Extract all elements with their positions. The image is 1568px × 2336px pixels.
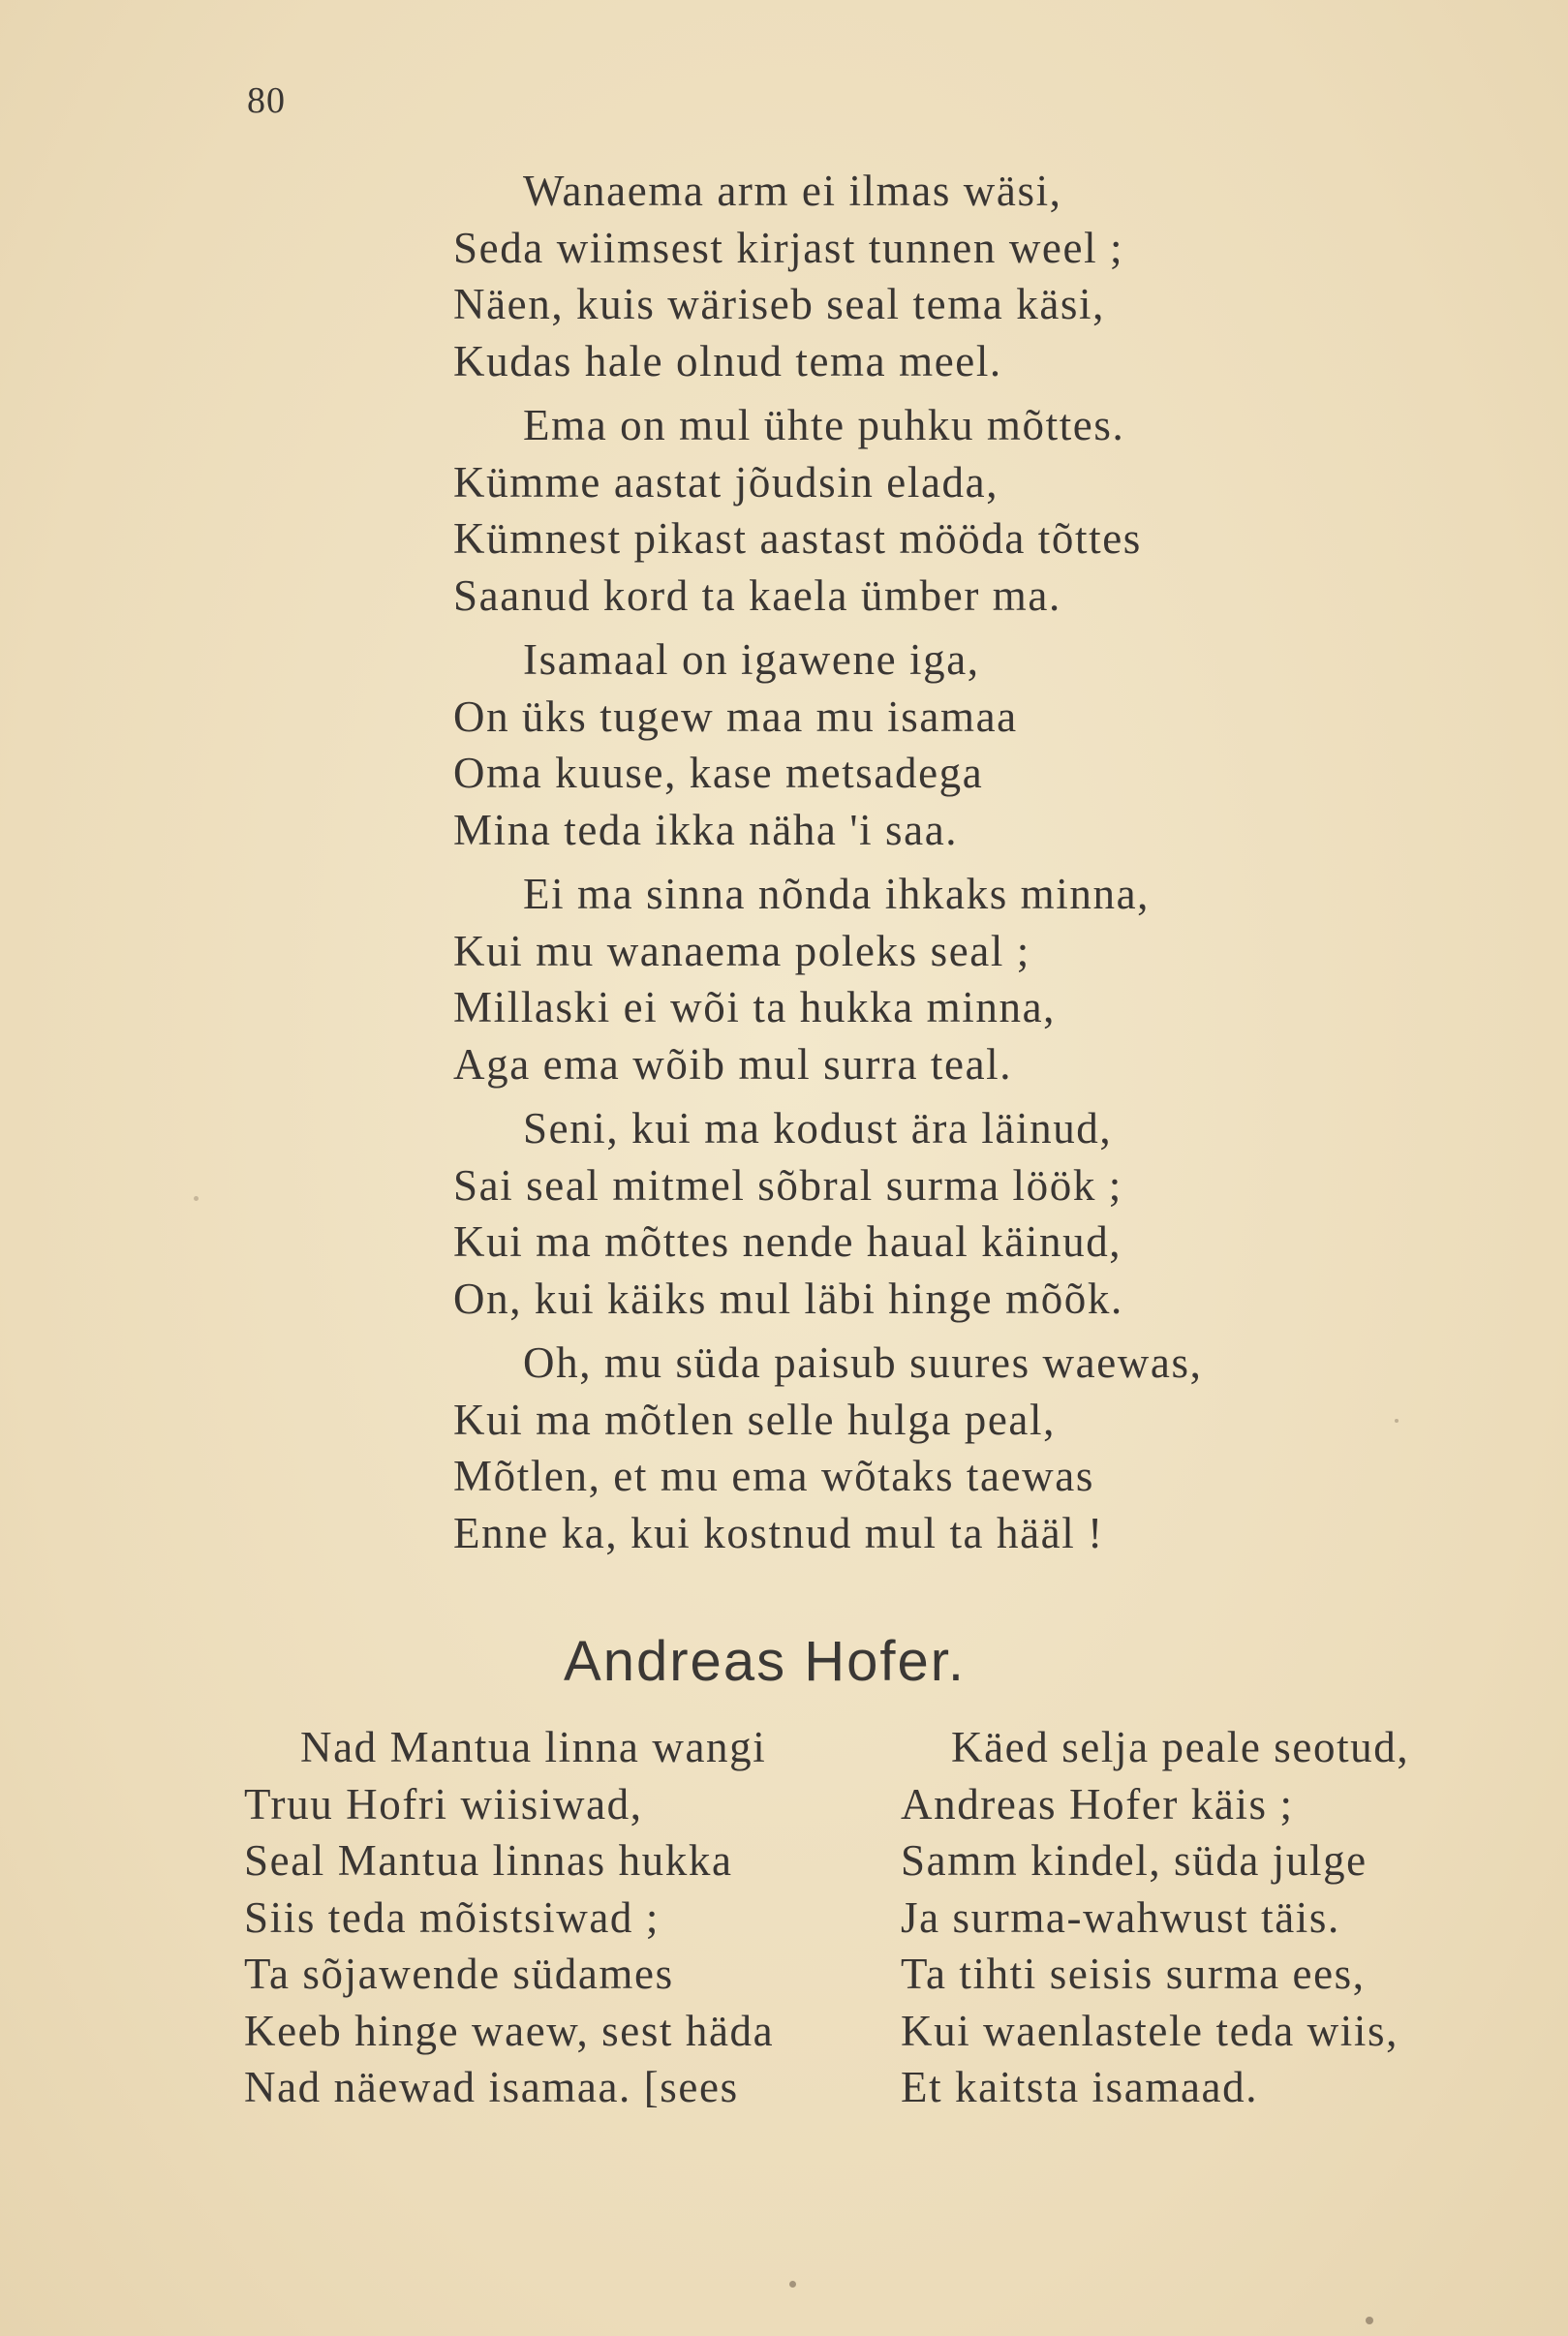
stanza (453, 866, 1431, 1092)
poem-line: Wanaema arm ei ilmas wäsi, (523, 167, 1062, 215)
poem-line: Truu Hofri wiisiwad, (244, 1779, 643, 1829)
poem-line: Siis teda mõistsiwad ; (244, 1892, 660, 1942)
poem-line: Seal Mantua linnas hukka (244, 1836, 733, 1885)
paper-speck (789, 2281, 796, 2288)
stanza (453, 1100, 1431, 1327)
poem-line: Et kaitsta isamaad. (901, 2063, 1259, 2111)
poem-line: Oma kuuse, kase metsadega (453, 749, 984, 797)
poem-line: Kümme aastat jõudsin elada, (453, 457, 999, 507)
poem-line: Millaski ei wõi ta hukka minna, (453, 983, 1057, 1031)
poem-line: Seda wiimsest kirjast tunnen weel ; (453, 223, 1124, 272)
poem-line: Isamaal on igawene iga, (523, 635, 980, 684)
poem-line: Kui ma mõttes nende haual käinud, (453, 1217, 1122, 1266)
poem-line: Kui ma mõtlen selle hulga peal, (453, 1395, 1056, 1444)
stanza (453, 631, 1431, 858)
poem-line: Kudas hale olnud tema meel. (453, 336, 1002, 385)
poem-line: Keeb hinge waew, sest häda (244, 2006, 775, 2055)
page-number: 80 (247, 80, 286, 121)
poem-line: Aga ema wõib mul surra teal. (453, 1039, 1013, 1089)
paper-speck (1366, 2317, 1373, 2324)
poem-grandmother (453, 163, 1431, 1569)
poem-line: Sai seal mitmel sõbral surma löök ; (453, 1160, 1122, 1210)
poem-line: Oh, mu süda paisub suures waewas, (523, 1338, 1203, 1387)
poem-title: Andreas Hofer. (564, 1630, 966, 1693)
stanza (453, 163, 1431, 389)
paper-speck (1395, 1419, 1399, 1423)
poem-line: Kui waenlastele teda wiis, (901, 2006, 1399, 2055)
poem-line: Mina teda ikka näha 'i saa. (453, 805, 959, 854)
poem-line: Seni, kui ma kodust ära läinud, (523, 1104, 1113, 1153)
poem-line: Käed selja peale seotud, (951, 1723, 1410, 1771)
poem-line: Näen, kuis wäriseb seal tema käsi, (453, 280, 1105, 328)
poem-line: Samm kindel, süda julge (901, 1836, 1368, 1885)
poem-line: On, kui käiks mul läbi hinge mõõk. (453, 1274, 1123, 1323)
poem-column-right (901, 1719, 1409, 2116)
poem-line: Saanud kord ta kaela ümber ma. (453, 570, 1061, 620)
poem-line: Enne ka, kui kostnud mul ta hääl ! (453, 1508, 1104, 1557)
poem-line: Ta tihti seisis surma ees, (901, 1950, 1366, 1998)
poem-line: Nad Mantua linna wangi (300, 1723, 767, 1771)
poem-line: Ja surma-wahwust täis. (901, 1892, 1340, 1942)
poem-line: Nad näewad isamaa. [sees (244, 2063, 739, 2111)
stanza (453, 1335, 1431, 1561)
poem-line: Kümnest pikast aastast mööda tõttes (453, 514, 1142, 563)
paper-speck (194, 1196, 199, 1201)
poem-line: Andreas Hofer käis ; (901, 1779, 1294, 1829)
poem-line: Mõtlen, et mu ema wõtaks taewas (453, 1452, 1094, 1500)
poem-line: On üks tugew maa mu isamaa (453, 692, 1018, 741)
poem-line: Ema on mul ühte puhku mõttes. (523, 401, 1125, 449)
poem-line: Ei ma sinna nõnda ihkaks minna, (523, 870, 1150, 918)
poem-column-left (244, 1719, 774, 2116)
poem-line: Ta sõjawende südames (244, 1950, 674, 1998)
poem-line: Kui mu wanaema poleks seal ; (453, 926, 1030, 975)
stanza (453, 397, 1431, 624)
